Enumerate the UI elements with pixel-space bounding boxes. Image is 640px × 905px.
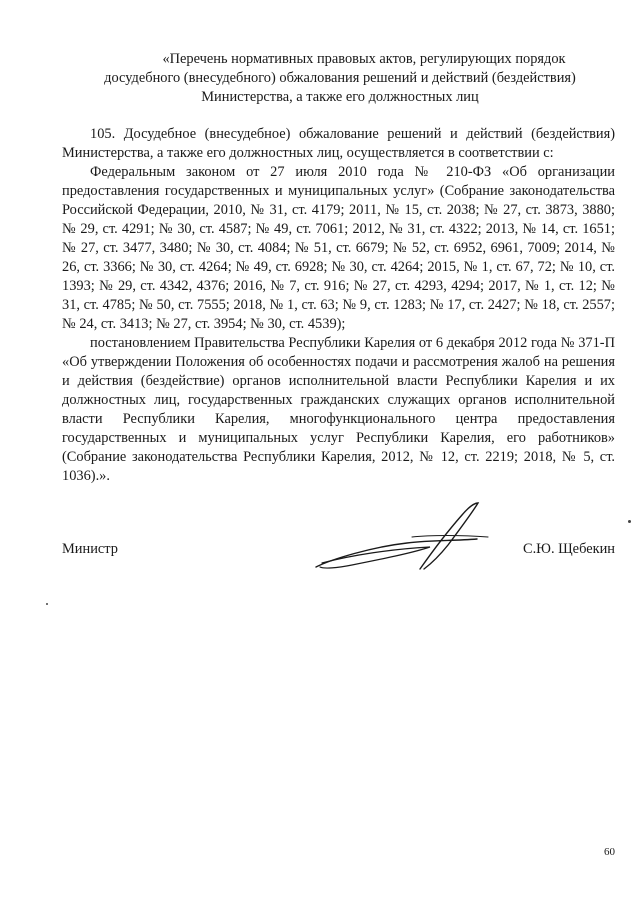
handwritten-signature bbox=[312, 497, 492, 577]
document-body bbox=[62, 125, 615, 486]
heading-line-1: «Перечень нормативных правовых актов, регулирующих порядок bbox=[162, 51, 566, 67]
heading-line-2: досудебного (внесудебного) обжалования решений и действий (бездействия) bbox=[104, 70, 576, 86]
paragraph-government-decree: постановлением Правительства Республики Карелия от 6 декабря 2012 года № 371-П «Об утверждении Положения об особенностях подачи и рассмотрения жалоб на решения и действия (бездействие) органов исполнительной власти Республики Карелия и их должностных лиц, государственных гражданских служащих органов исполнительной власти Республики Карелия, многофункционального центра предоставления государственных и муниципальных услуг Республики Карелия, его работников» (Собрание законодательства Республики Карелия, 2012, № 12, ст. 2219; 2018, № 5, ст. 1036).». bbox=[62, 335, 615, 484]
document-heading bbox=[60, 50, 620, 107]
signatory-name: С.Ю. Щебекин bbox=[522, 541, 615, 557]
scan-speck bbox=[628, 520, 631, 523]
scan-speck bbox=[46, 603, 48, 605]
page-number: 60 bbox=[604, 846, 615, 858]
heading-line-3: Министерства, а также его должностных лиц bbox=[201, 89, 479, 105]
paragraph-federal-law: Федеральным законом от 27 июля 2010 года № 210-ФЗ «Об организации предоставления государственных и муниципальных услуг» (Собрание законодательства Российской Федерации, 2010, № 31, ст. 4179; 2011, № 15, ст. 2038; № 27, ст. 3873, 3880; № 29, ст. 4291; № 30, ст. 4587; № 49, ст. 7061; 2012, № 31, ст. 4322; 2013, № 14, ст. 1651; № 27, ст. 3477, 3480; № 30, ст. 4084; № 51, ст. 6679; № 52, ст. 6952, 6961, 7009; 2014, № 26, ст. 3366; № 30, ст. 4264; № 49, ст. 6928; № 30, ст. 4264; 2015, № 1, ст. 67, 72; № 10, ст. 1393; № 29, ст. 4342, 4376; 2016, № 7, ст. 916; № 27, ст. 4293, 4294; 2017, № 1, ст. 12; № 31, ст. 4785; № 50, ст. 7555; 2018, № 1, ст. 63; № 9, ст. 1283; № 17, ст. 2427; № 18, ст. 2557; № 24, ст. 3413; № 27, ст. 3954; № 30, ст. 4539); bbox=[62, 164, 615, 332]
signatory-title: Министр bbox=[62, 541, 118, 557]
paragraph-intro: 105. Досудебное (внесудебное) обжалование решений и действий (бездействия) Министерства, а также его должностных лиц, осуществляется в соответствии с: bbox=[62, 126, 615, 161]
